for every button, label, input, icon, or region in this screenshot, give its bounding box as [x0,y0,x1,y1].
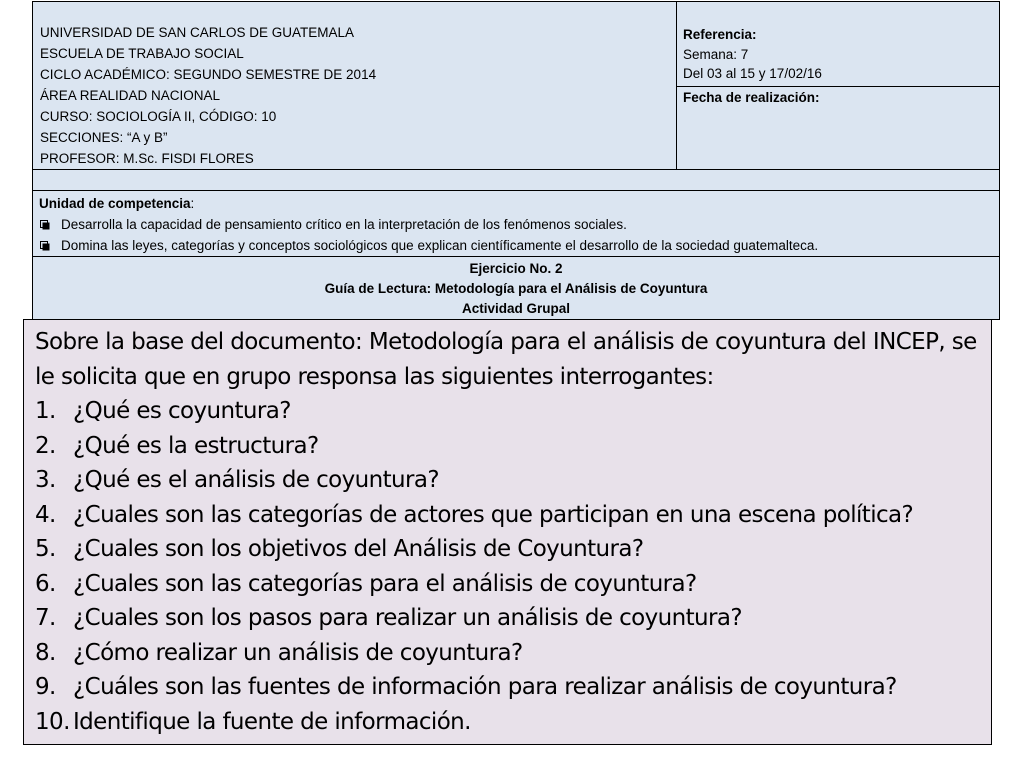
competencia-label: Unidad de competencia [39,196,191,211]
question-item [35,670,991,705]
question-item [35,705,991,740]
question-text: ¿Qué es la estructura? [73,432,319,459]
institution-line: CURSO: SOCIOLOGÍA II, CÓDIGO: 10 [40,109,277,124]
question-item [35,498,991,533]
semana-text: Semana: 7 [683,46,749,62]
questions-intro: Sobre la base del documento: Metodología para el análisis de coyuntura del INCEP, se le solicita que en grupo responsa las siguientes interrogantes: [35,329,977,390]
institution-line: ÁREA REALIDAD NACIONAL [40,88,221,103]
question-text: ¿Qué es coyuntura? [73,398,291,424]
competencia-cell [33,191,1000,257]
competencia-colon: : [190,196,195,211]
question-box [23,319,992,745]
question-item [35,394,991,429]
questions-list [35,394,991,739]
competencia-item [39,235,993,256]
referencia-label: Referencia: [683,27,757,42]
reference-cell [677,2,1000,87]
question-item [35,601,991,636]
competencia-item [39,214,993,235]
ejercicio-title: Ejercicio No. 2 [469,261,563,276]
question-text: ¿Qué es el análisis de coyuntura? [73,467,439,493]
spacer-row [33,170,1000,191]
question-number: 3. [35,467,56,493]
question-item [35,567,991,602]
square-bullet-icon [40,241,50,251]
institution-line: UNIVERSIDAD DE SAN CARLOS DE GUATEMALA [40,25,355,40]
question-text: Identifique la fuente de información. [73,708,471,735]
question-number: 1. [35,398,56,424]
date-range-text: Del 03 al 15 y 17/02/16 [683,66,822,81]
question-number: 5. [35,536,56,562]
question-text: ¿Cuales son los pasos para realizar un análisis de coyuntura? [73,605,742,631]
institution-cell [33,2,677,170]
square-bullet-icon [40,220,50,230]
question-text: ¿Cuales son las categorías de actores que participan en una escena política? [73,501,914,528]
question-text: ¿Cuales son los objetivos del Análisis de Coyuntura? [73,536,644,562]
question-number: 8. [35,639,56,666]
question-item [35,532,991,567]
question-number: 6. [35,570,56,597]
question-number: 10. [35,708,70,735]
question-text: ¿Cuales son las categorías para el análisis de coyuntura? [73,570,697,597]
institution-line: ESCUELA DE TRABAJO SOCIAL [40,46,244,61]
question-text: ¿Cuáles son las fuentes de información para realizar análisis de coyuntura? [73,674,897,700]
question-item [35,636,991,671]
question-number: 4. [35,501,56,528]
competencia-item-text: Desarrolla la capacidad de pensamiento crítico en la interpretación de los fenómenos sociales. [61,217,627,232]
competencia-item-text: Domina las leyes, categorías y conceptos sociológicos que explican científicamente el desarrollo de la sociedad guatemalteca. [61,238,819,253]
institution-line: CICLO ACADÉMICO: SEGUNDO SEMESTRE DE 2014 [40,67,377,82]
ejercicio-cell [33,257,1000,320]
question-number: 9. [35,674,56,700]
institution-line: PROFESOR: M.Sc. FISDI FLORES [40,151,254,166]
question-item [35,429,991,464]
guia-title: Guía de Lectura: Metodología para el Análisis de Coyuntura [324,281,708,296]
header-table [32,1,1000,320]
question-number: 7. [35,605,56,631]
question-text: ¿Cómo realizar un análisis de coyuntura? [73,639,523,666]
fecha-cell [677,86,1000,169]
question-number: 2. [35,432,56,459]
question-item [35,463,991,498]
fecha-label: Fecha de realización: [683,89,820,105]
institution-line: SECCIONES: “A y B” [40,130,168,145]
actividad-label: Actividad Grupal [461,301,571,316]
